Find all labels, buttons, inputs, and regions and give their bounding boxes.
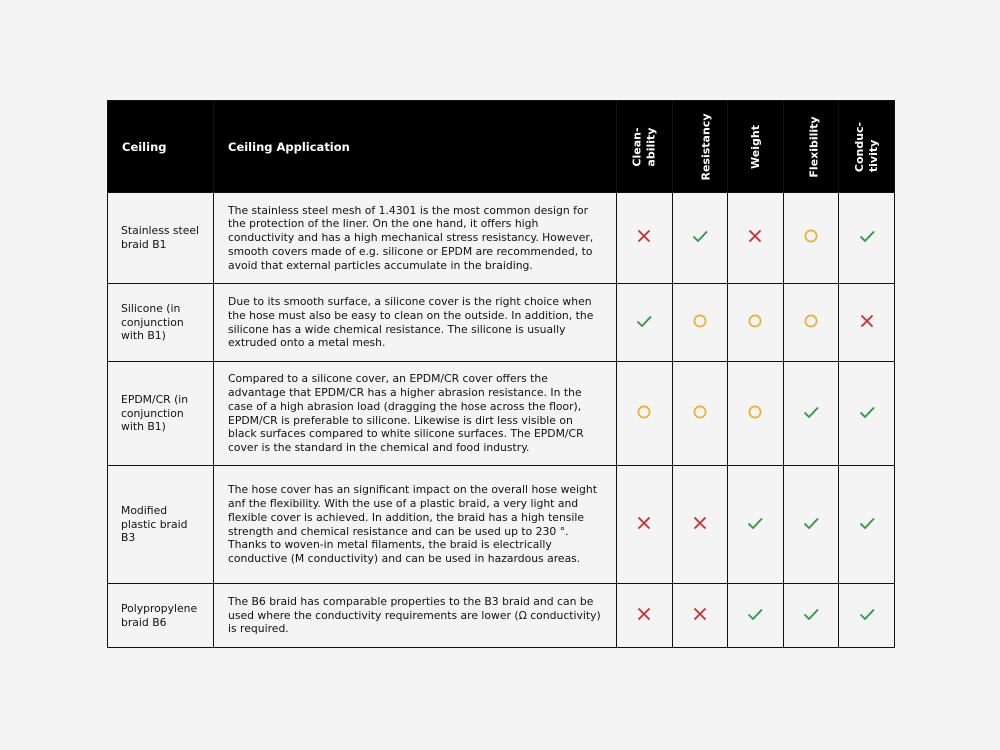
check-icon (859, 404, 875, 420)
check-icon (859, 228, 875, 244)
row-description: Due to its smooth surface, a silicone cover is the right choice when the hose must also be easy to clean on the outside. In addition, the silicone has a wide chemical resistance. The silicone is usually extruded onto a metal mesh. (214, 284, 617, 362)
check-icon (692, 228, 708, 244)
check-icon (803, 515, 819, 531)
circle-icon (747, 404, 763, 420)
cross-icon (692, 515, 708, 531)
cross-icon (747, 228, 763, 244)
cross-icon (636, 515, 652, 531)
rating-cell (617, 284, 673, 362)
rating-cell (728, 284, 784, 362)
rating-cell (617, 193, 673, 284)
rating-cell (728, 584, 784, 648)
check-icon (636, 313, 652, 329)
header-ceiling-application: Ceiling Application (214, 101, 617, 193)
rating-cell (617, 362, 673, 466)
table-row (108, 193, 895, 284)
table-row (108, 584, 895, 648)
header-resistancy (672, 101, 728, 193)
rating-cell (728, 466, 784, 584)
header-flexibility (783, 101, 839, 193)
header-weight-label: Weight (748, 125, 762, 169)
circle-icon (636, 404, 652, 420)
rating-cell (783, 362, 839, 466)
rating-cell (783, 584, 839, 648)
cross-icon (692, 606, 708, 622)
rating-cell (839, 584, 895, 648)
table-row (108, 466, 895, 584)
rating-cell (617, 584, 673, 648)
row-name: EPDM/CR (in conjunction with B1) (108, 362, 214, 466)
check-icon (747, 606, 763, 622)
rating-cell (672, 193, 728, 284)
row-description: The B6 braid has comparable properties to the B3 braid and can be used where the conductivity requirements are lower (Ω conductivity) is required. (214, 584, 617, 648)
rating-cell (672, 362, 728, 466)
rating-cell (728, 362, 784, 466)
check-icon (803, 606, 819, 622)
rating-cell (672, 284, 728, 362)
rating-cell (839, 466, 895, 584)
header-conductivity-label: Conduc- tivity (852, 121, 880, 172)
row-description: The hose cover has an significant impact on the overall hose weight anf the flexibility. With the use of a plastic braid, a very light and flexible cover is achieved. In addition, the braid has a high tensile strength and chemical resistance and can be used up to 230 °. Thanks to woven-in metal filaments, the braid is electrically conductive (M conductivity) and can be used in hazardous areas. (214, 466, 617, 584)
header-ceiling: Ceiling (108, 101, 214, 193)
rating-cell (672, 466, 728, 584)
rating-cell (839, 284, 895, 362)
comparison-table-frame (107, 100, 894, 648)
header-weight (728, 101, 784, 193)
rating-cell (783, 284, 839, 362)
row-name: Modified plastic braid B3 (108, 466, 214, 584)
row-description: Compared to a silicone cover, an EPDM/CR cover offers the advantage that EPDM/CR has a higher abrasion resistance. In the case of a high abrasion load (dragging the hose across the floor), EPDM/CR is preferable to silicone. Likewise is dirt less visible on black surfaces compared to white silicone surfaces. The EPDM/CR cover is the standard in the chemical and food industry. (214, 362, 617, 466)
rating-cell (617, 466, 673, 584)
table-row (108, 362, 895, 466)
row-name: Silicone (in conjunction with B1) (108, 284, 214, 362)
rating-cell (672, 584, 728, 648)
cover-comparison-table (107, 100, 895, 648)
header-conductivity (839, 101, 895, 193)
cross-icon (636, 606, 652, 622)
rating-cell (839, 193, 895, 284)
rating-cell (728, 193, 784, 284)
row-name: Polypropylene braid B6 (108, 584, 214, 648)
circle-icon (803, 228, 819, 244)
rating-cell (783, 466, 839, 584)
header-resistancy-label: Resistancy (699, 113, 713, 181)
cross-icon (859, 313, 875, 329)
header-flexibility-label: Flexibility (807, 116, 821, 178)
header-cleanability (617, 101, 673, 193)
check-icon (859, 515, 875, 531)
rating-cell (783, 193, 839, 284)
header-row (108, 101, 895, 193)
cross-icon (636, 228, 652, 244)
check-icon (747, 515, 763, 531)
circle-icon (692, 313, 708, 329)
row-name: Stainless steel braid B1 (108, 193, 214, 284)
circle-icon (803, 313, 819, 329)
rating-cell (839, 362, 895, 466)
circle-icon (692, 404, 708, 420)
header-cleanability-label: Clean- ability (630, 126, 658, 167)
check-icon (803, 404, 819, 420)
check-icon (859, 606, 875, 622)
circle-icon (747, 313, 763, 329)
row-description: The stainless steel mesh of 1.4301 is the most common design for the protection of the liner. On the one hand, it offers high conductivity and has a high mechanical stress resistancy. However, smooth covers made of e.g. silicone or EPDM are recommended, to avoid that external particles accumulate in the braiding. (214, 193, 617, 284)
table-row (108, 284, 895, 362)
